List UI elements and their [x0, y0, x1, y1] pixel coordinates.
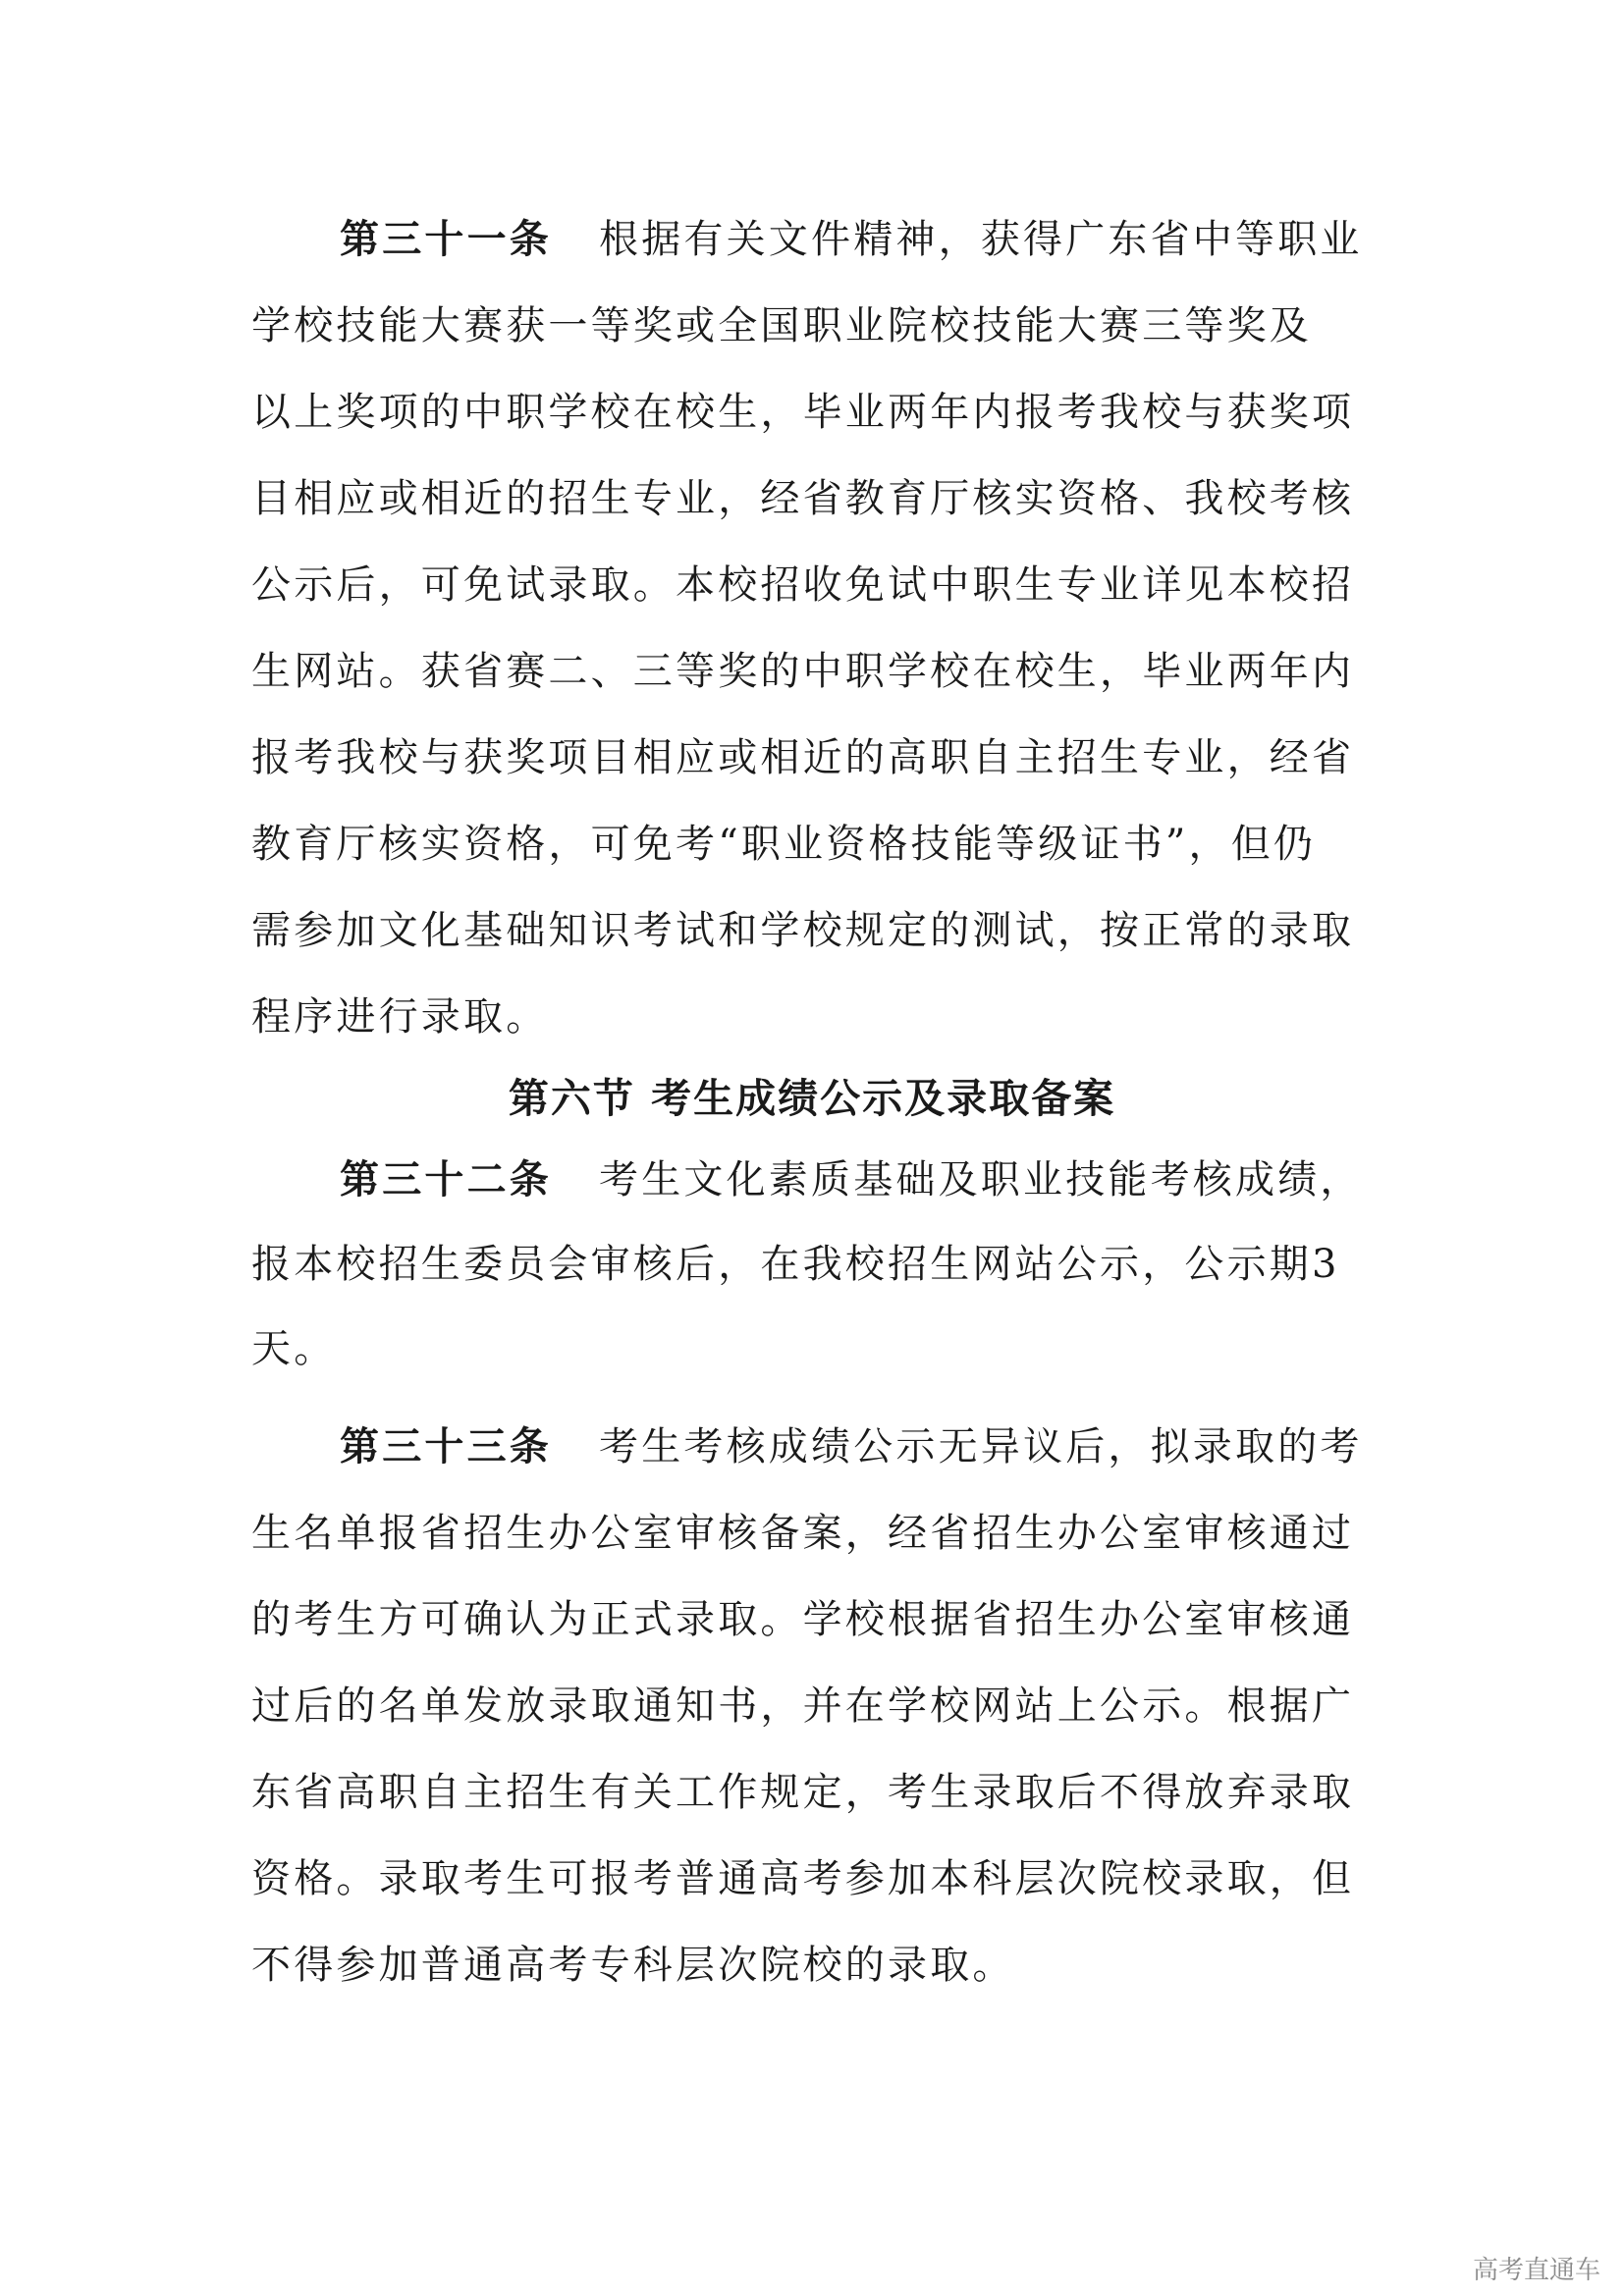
article-31-text-line: 教育厅核实资格，可免考“职业资格技能等级证书”，但仍 [251, 822, 1317, 867]
article-31-text-line: 目相应或相近的招生专业，经省教育厅核实资格、我校考核 [251, 476, 1355, 521]
article-32-first-line [340, 1156, 1363, 1203]
article-33-text-line: 不得参加普通高考专科层次院校的录取。 [251, 1943, 1015, 1988]
article-32-text-line: 天。 [251, 1326, 337, 1371]
article-31-text-line: 学校技能大赛获一等奖或全国职业院校技能大赛三等奖及 [251, 303, 1312, 348]
article-31-text-line: 程序进行录取。 [251, 994, 549, 1040]
article-33-text-line: 的考生方可确认为正式录取。学校根据省招生办公室审核通 [251, 1597, 1355, 1642]
article-31-text-line: 以上奖项的中职学校在校生，毕业两年内报考我校与获奖项 [251, 390, 1355, 435]
article-31-text-line: 公示后，可免试录取。本校招收免试中职生专业详见本校招 [251, 562, 1355, 608]
article-33-text-line: 东省高职自主招生有关工作规定，考生录取后不得放弃录取 [251, 1770, 1355, 1815]
article-32-title: 第三十二条 [340, 1156, 552, 1202]
article-33-text-line: 考生考核成绩公示无异议后，拟录取的考 [599, 1424, 1363, 1469]
section-heading: 第六节 考生成绩公示及录取备案 [508, 1075, 1116, 1122]
article-33-text-line: 生名单报省招生办公室审核备案，经省招生办公室审核通过 [251, 1511, 1355, 1556]
article-33-text-line: 资格。录取考生可报考普通高考参加本科层次院校录取，但 [251, 1856, 1355, 1901]
article-32-text-line: 报本校招生委员会审核后，在我校招生网站公示，公示期3 [251, 1242, 1340, 1287]
article-33-text-line: 过后的名单发放录取通知书，并在学校网站上公示。根据广 [251, 1683, 1355, 1729]
article-31-text-line: 生网站。获省赛二、三等奖的中职学校在校生，毕业两年内 [251, 649, 1355, 694]
article-31-text-line: 需参加文化基础知识考试和学校规定的测试，按正常的录取 [251, 908, 1355, 953]
article-31-text-line: 根据有关文件精神，获得广东省中等职业 [599, 217, 1363, 262]
watermark-text: 高考直通车 [1472, 2255, 1600, 2284]
article-31-text-line: 报考我校与获奖项目相应或相近的高职自主招生专业，经省 [251, 735, 1355, 780]
article-31-title: 第三十一条 [340, 216, 552, 262]
article-31-first-line [340, 216, 1363, 263]
article-33-title: 第三十三条 [340, 1423, 552, 1469]
article-32-text-line: 考生文化素质基础及职业技能考核成绩， [599, 1157, 1363, 1202]
article-33-first-line [340, 1423, 1363, 1470]
